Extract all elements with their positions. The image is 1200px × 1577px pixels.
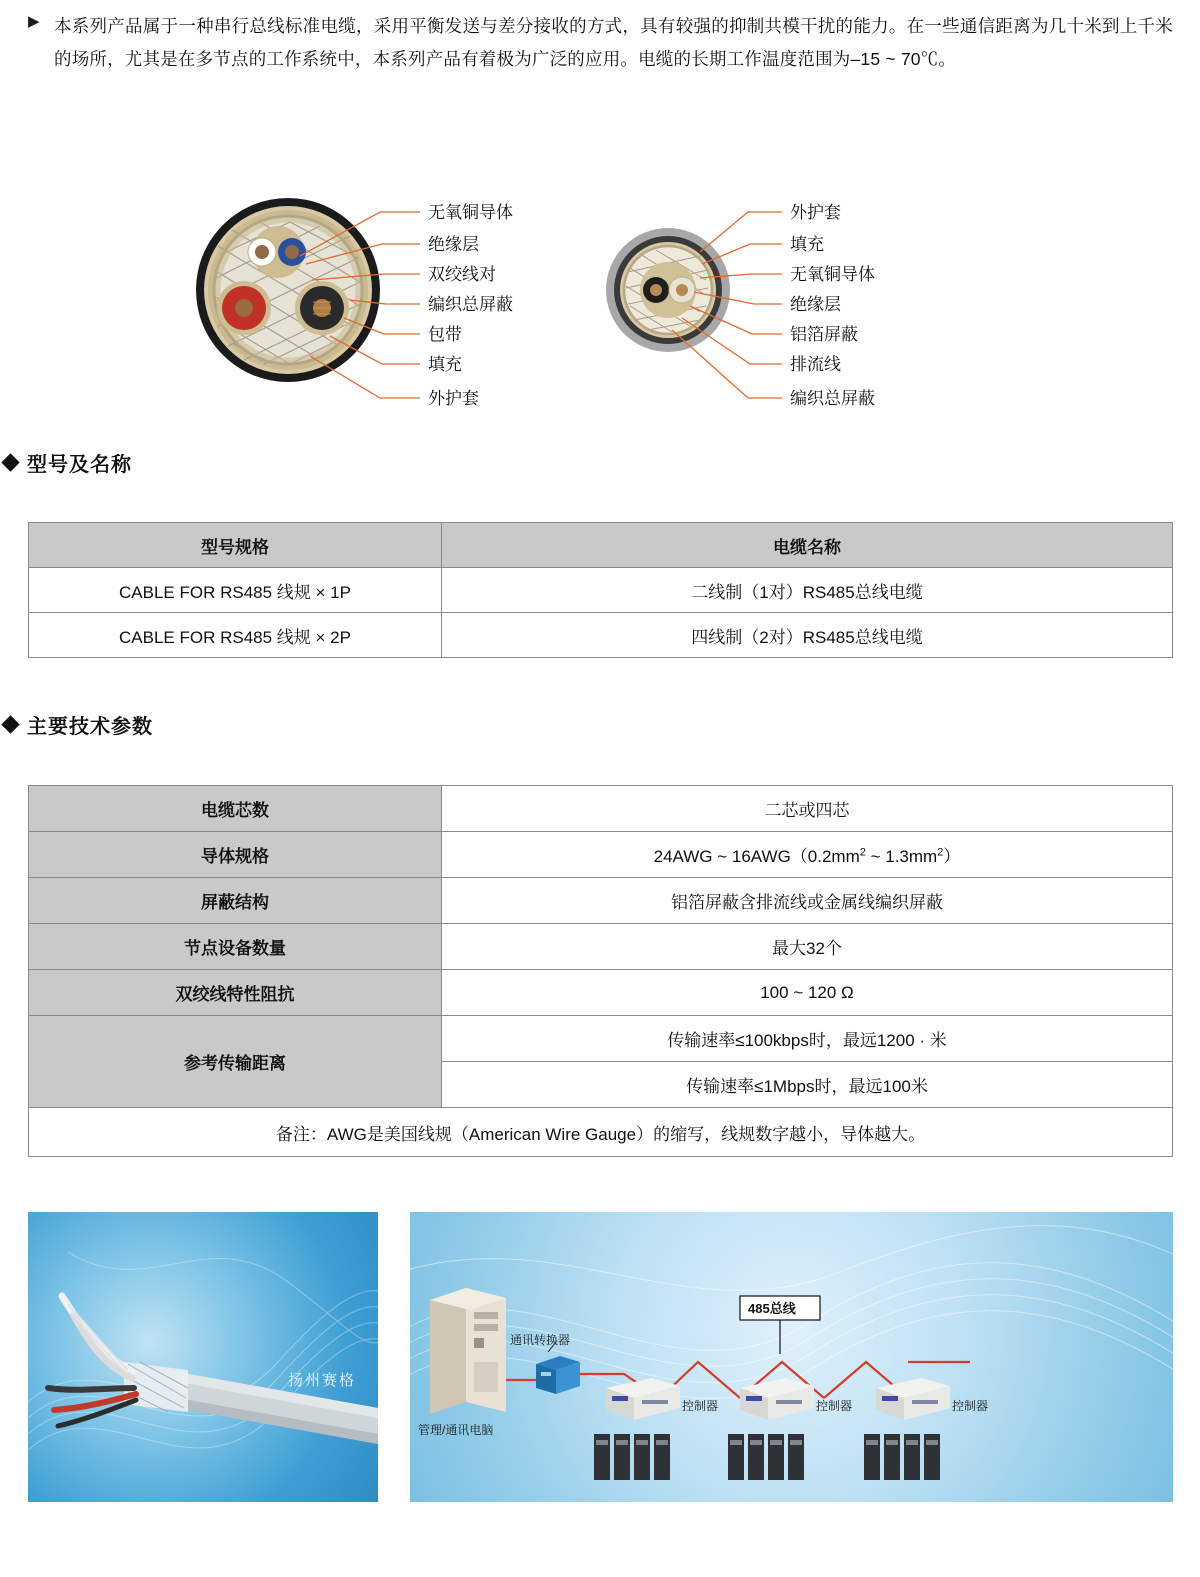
param-label-nodes: 节点设备数量 [29, 924, 442, 970]
right-label-6: 编织总屏蔽 [790, 389, 875, 408]
core-black [295, 281, 349, 335]
param-label-cores: 电缆芯数 [29, 786, 442, 832]
table-row [29, 878, 1173, 924]
param-value-shield: 铝箔屏蔽含排流线或金属线编织屏蔽 [442, 878, 1173, 924]
param-value-nodes: 最大32个 [442, 924, 1173, 970]
param-value-cores: 二芯或四芯 [442, 786, 1173, 832]
params-note: 备注：AWG是美国线规（American Wire Gauge）的缩写，线规数字越小，导体越大。 [29, 1108, 1173, 1157]
param-label-distance: 参考传输距离 [29, 1016, 442, 1108]
table-row [29, 970, 1173, 1016]
left-label-5: 填充 [428, 355, 462, 374]
controller-1 [606, 1378, 680, 1420]
photo-system-diagram [410, 1212, 1173, 1502]
section-title: 型号及名称 [27, 454, 132, 476]
table-row [29, 613, 1173, 658]
right-label-5: 排流线 [790, 355, 841, 374]
model-name-1: 二线制（1对）RS485总线电缆 [442, 568, 1173, 613]
left-label-2: 双绞线对 [428, 265, 496, 284]
label-computer: 管理/通讯电脑 [418, 1423, 494, 1437]
computer-tower [430, 1288, 506, 1414]
right-label-texts [790, 203, 875, 408]
param-label-shield: 屏蔽结构 [29, 878, 442, 924]
param-label-impedance: 双绞线特性阻抗 [29, 970, 442, 1016]
model-table [28, 522, 1173, 658]
photo-watermark: 扬州赛格 [287, 1372, 356, 1389]
core-red [217, 281, 271, 335]
right-cable-figure [606, 228, 730, 352]
left-label-4: 包带 [428, 325, 462, 344]
right-label-2: 无氧铜导体 [790, 265, 875, 284]
param-value-impedance: 100 ~ 120 Ω [442, 970, 1173, 1016]
diamond-icon [1, 453, 19, 471]
intro-text: 本系列产品属于一种串行总线标准电缆，采用平衡发送与差分接收的方式，具有较强的抑制共模干扰的能力。在一些通信距离为几十米到上千米的场所，尤其是在多节点的工作系统中，本系列产品有着极为广泛的应用。电缆的长期工作温度范围为–15 ~ 70℃。 [54, 16, 1173, 69]
section-heading-params [4, 710, 153, 739]
device-cabinets [594, 1434, 940, 1480]
left-label-0: 无氧铜导体 [428, 203, 513, 222]
right-label-1: 填充 [790, 235, 824, 254]
cable-cross-section-diagram [0, 160, 1200, 430]
label-bus: 485总线 [748, 1301, 796, 1316]
param-value-distance-1: 传输速率≤100kbps时，最远1200 · 米 [442, 1016, 1173, 1062]
table-row [29, 832, 1173, 878]
section-heading-model [4, 448, 132, 477]
intro-paragraph [28, 10, 1173, 76]
model-header-name: 电缆名称 [442, 523, 1173, 568]
left-label-6: 外护套 [428, 389, 479, 408]
table-header-row [29, 523, 1173, 568]
left-label-1: 绝缘层 [428, 235, 479, 254]
model-spec-2: CABLE FOR RS485 线规 × 2P [29, 613, 442, 658]
label-converter: 通讯转换器 [510, 1333, 571, 1347]
left-label-3: 编织总屏蔽 [428, 295, 513, 314]
model-spec-1: CABLE FOR RS485 线规 × 1P [29, 568, 442, 613]
param-label-conductor: 导体规格 [29, 832, 442, 878]
controller-2 [740, 1378, 814, 1420]
left-label-texts [428, 203, 513, 408]
table-row [29, 568, 1173, 613]
label-controller-1: 控制器 [682, 1399, 719, 1413]
right-label-4: 铝箔屏蔽 [790, 325, 858, 344]
model-header-spec: 型号规格 [29, 523, 442, 568]
section-title: 主要技术参数 [27, 716, 153, 738]
bullet-icon: ▶ [28, 13, 40, 30]
photo-row [28, 1212, 1173, 1502]
table-row [29, 786, 1173, 832]
params-table [28, 785, 1173, 1157]
label-controller-2: 控制器 [816, 1399, 853, 1413]
table-row [29, 1016, 1173, 1062]
model-name-2: 四线制（2对）RS485总线电缆 [442, 613, 1173, 658]
diamond-icon [1, 715, 19, 733]
photo-cable-sample [28, 1212, 378, 1502]
left-cable-figure [196, 198, 380, 382]
bus-callout [740, 1296, 820, 1354]
right-label-0: 外护套 [790, 203, 841, 222]
label-controller-3: 控制器 [952, 1399, 989, 1413]
table-row [29, 924, 1173, 970]
param-value-distance-2: 传输速率≤1Mbps时，最远100米 [442, 1062, 1173, 1108]
converter-box [536, 1356, 580, 1394]
right-label-3: 绝缘层 [790, 295, 841, 314]
table-row [29, 1108, 1173, 1157]
controller-3 [876, 1378, 950, 1420]
param-value-conductor: 24AWG ~ $16AWG(0.2mm^2$ ~ $1.3mm^2$） [442, 832, 1173, 878]
